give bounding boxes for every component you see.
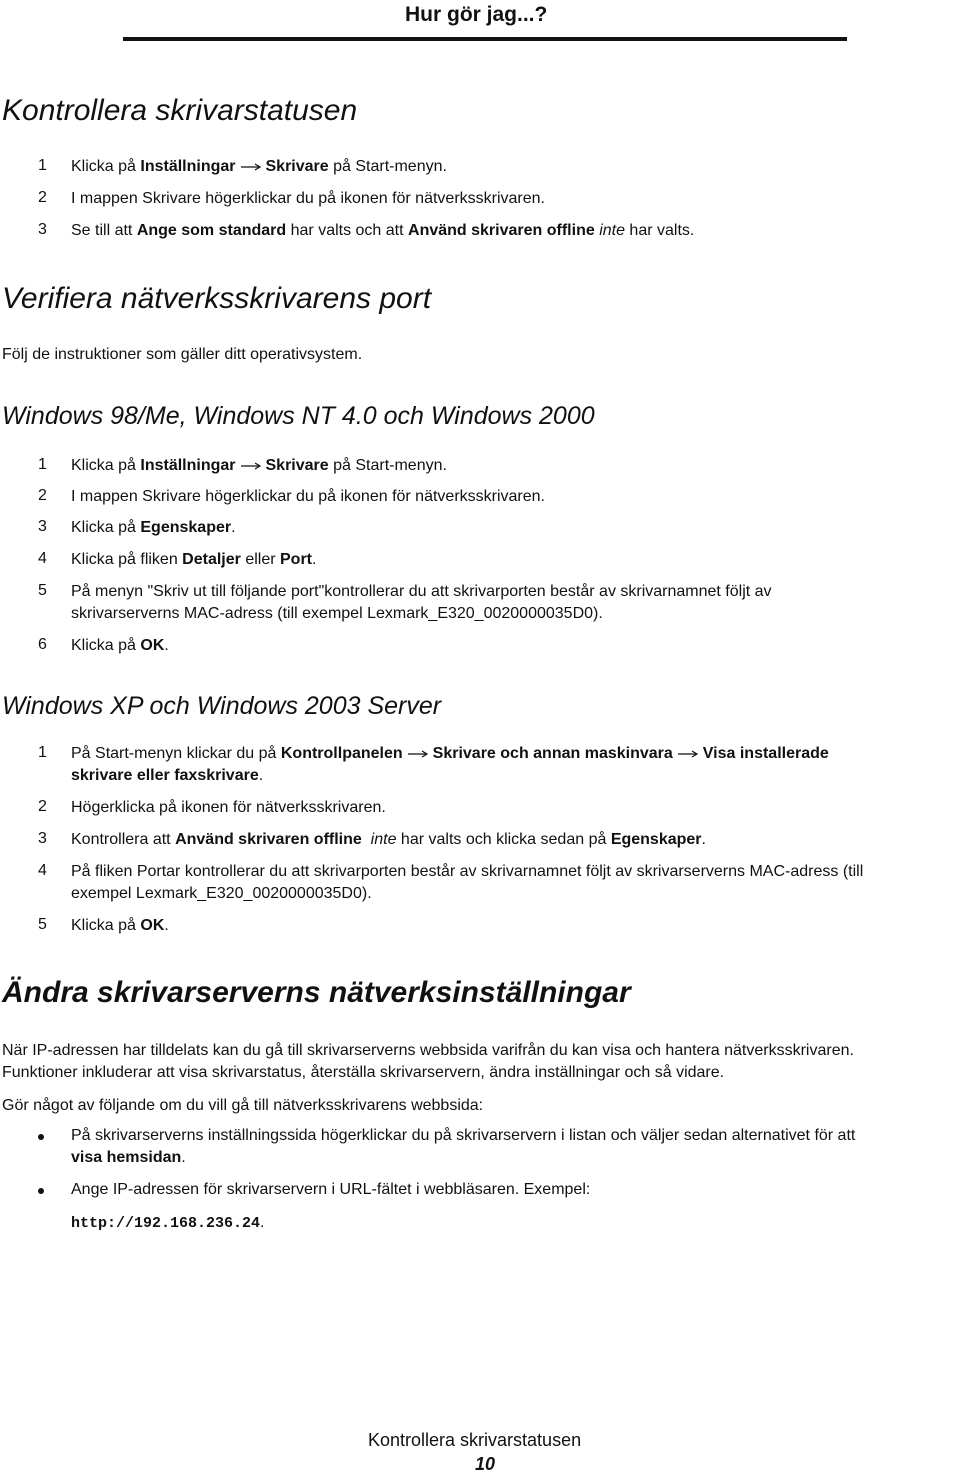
- step-text: I mappen Skrivare högerklickar du på ikonen för nätverksskrivaren.: [71, 190, 545, 207]
- step-number: 1: [38, 456, 47, 473]
- running-header: Hur gör jag...?: [405, 3, 548, 26]
- step-number: 6: [38, 636, 47, 653]
- bullet-icon: [36, 1132, 46, 1142]
- step-text: Klicka på Inställningar Skrivare på Start-menyn.: [71, 457, 447, 474]
- header-rule: [123, 37, 847, 41]
- subsection-title-win98: Windows 98/Me, Windows NT 4.0 och Windows 2000: [2, 402, 595, 430]
- step-number: 2: [38, 798, 47, 815]
- subsection-title-winxp: Windows XP och Windows 2003 Server: [2, 692, 442, 720]
- section-title-check-status: Kontrollera skrivarstatusen: [2, 94, 358, 127]
- footer-title: Kontrollera skrivarstatusen: [368, 1430, 582, 1450]
- paragraph-line: Funktioner inkluderar att visa skrivarstatus, återställa skrivarservern, ändra inställningar och så vidare.: [2, 1064, 725, 1081]
- step-text: I mappen Skrivare högerklickar du på ikonen för nätverksskrivaren.: [71, 488, 545, 505]
- arrow-right-icon: [240, 162, 262, 172]
- step-number: 3: [38, 518, 47, 535]
- example-url: http://192.168.236.24: [71, 1215, 261, 1232]
- section-title-verify-port: Verifiera nätverksskrivarens port: [2, 282, 432, 315]
- step-text: Högerklicka på ikonen för nätverksskrivaren.: [71, 799, 386, 816]
- step-number: 1: [38, 744, 47, 761]
- step-number: 3: [38, 221, 47, 238]
- arrow-right-icon: [407, 749, 429, 759]
- step-number: 2: [38, 487, 47, 504]
- bullet-icon: [36, 1186, 46, 1196]
- paragraph-line: När IP-adressen har tilldelats kan du gå till skrivarserverns webbsida varifrån du kan visa och hantera nätverksskrivaren.: [2, 1042, 854, 1059]
- step-text: Kontrollera att Använd skrivaren offline inte har valts och klicka sedan på Egenskaper.: [71, 831, 706, 848]
- section-title-change-settings: Ändra skrivarserverns nätverksinställningar: [2, 976, 631, 1009]
- bullet-text-cont: http://192.168.236.24.: [71, 1214, 265, 1232]
- step-number: 5: [38, 582, 47, 599]
- step-text-cont: exempel Lexmark_E320_0020000035D0).: [71, 885, 372, 902]
- step-text: På Start-menyn klickar du på Kontrollpanelen Skrivare och annan maskinvara Visa installerade: [71, 745, 829, 762]
- step-text-cont: skrivare eller faxskrivare.: [71, 767, 264, 784]
- arrow-right-icon: [677, 749, 699, 759]
- step-text: På fliken Portar kontrollerar du att skrivarporten består av skrivarnamnet följt av skrivarserverns MAC-adress (till: [71, 863, 864, 880]
- step-text: Se till att Ange som standard har valts och att Använd skrivaren offline inte har valts.: [71, 222, 695, 239]
- step-text: Klicka på OK.: [71, 917, 169, 934]
- bullet-text-cont: visa hemsidan.: [71, 1149, 186, 1166]
- intro-text: Följ de instruktioner som gäller ditt operativsystem.: [2, 346, 363, 363]
- paragraph: Gör något av följande om du vill gå till nätverksskrivarens webbsida:: [2, 1097, 484, 1114]
- bullet-text: Ange IP-adressen för skrivarservern i URL-fältet i webbläsaren. Exempel:: [71, 1181, 591, 1198]
- page-number: 10: [475, 1454, 496, 1474]
- step-text-cont: skrivarserverns MAC-adress (till exempel Lexmark_E320_0020000035D0).: [71, 605, 603, 622]
- step-text: Klicka på OK.: [71, 637, 169, 654]
- step-number: 3: [38, 830, 47, 847]
- arrow-right-icon: [240, 461, 262, 471]
- step-number: 2: [38, 189, 47, 206]
- step-text: Klicka på Inställningar Skrivare på Start-menyn.: [71, 158, 447, 175]
- step-number: 5: [38, 916, 47, 933]
- step-text: Klicka på Egenskaper.: [71, 519, 236, 536]
- step-text: På menyn "Skriv ut till följande port"kontrollerar du att skrivarporten består av skrivarnamnet följt av: [71, 583, 772, 600]
- step-number: 1: [38, 157, 47, 174]
- bullet-text: På skrivarserverns inställningssida högerklickar du på skrivarservern i listan och väljer sedan alternativet för att: [71, 1127, 856, 1144]
- step-number: 4: [38, 550, 47, 567]
- step-text: Klicka på fliken Detaljer eller Port.: [71, 551, 317, 568]
- step-number: 4: [38, 862, 47, 879]
